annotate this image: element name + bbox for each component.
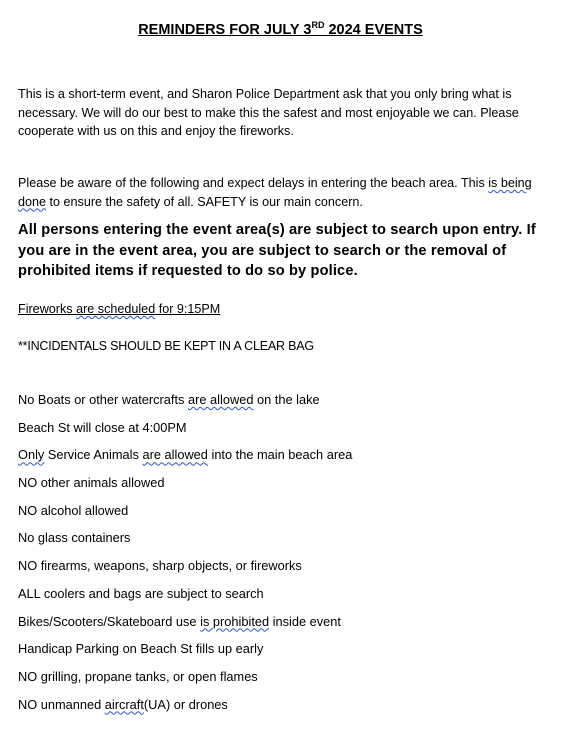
rule-text: into the main beach area (207, 447, 353, 463)
rule-text: NO unmanned (18, 696, 105, 712)
rule-text: NO grilling, propane tanks, or open flames (18, 668, 258, 684)
list-item (18, 502, 352, 530)
grammar-flag: are allowed (187, 392, 254, 407)
grammar-flag: is being (488, 176, 532, 190)
incidentals-note: **INCIDENTALS SHOULD BE KEPT IN A CLEAR BAG (18, 339, 314, 353)
grammar-flag: done (18, 194, 47, 209)
fireworks-text: for 9:15PM (155, 302, 221, 316)
awareness-line (18, 174, 538, 193)
rule-text: on the lake (253, 392, 320, 407)
title-superscript: RD (311, 20, 325, 30)
list-item (18, 696, 352, 724)
list-item (18, 419, 352, 447)
rule-text: No glass containers (18, 530, 131, 546)
awareness-line (18, 193, 538, 212)
rule-text: Bikes/Scooters/Skateboard use (18, 613, 201, 629)
document-title (0, 22, 561, 38)
awareness-text: to ensure the safety of all. SAFETY is our main concern. (46, 194, 363, 209)
rule-text: ALL coolers and bags are subject to search (18, 585, 264, 601)
rule-text: NO alcohol allowed (18, 502, 129, 518)
list-item (18, 446, 352, 474)
rule-text: NO other animals allowed (18, 475, 165, 491)
search-notice: All persons entering the event area(s) are subject to search upon entry. If you are in the event area, you are subject to search or the removal of prohibited items if requested to do so by police. (18, 222, 536, 279)
grammar-flag: aircraft (104, 696, 144, 712)
list-item (18, 529, 352, 557)
rule-text: (UA) or drones (143, 696, 228, 712)
list-item (18, 585, 352, 613)
list-item (18, 640, 352, 668)
list-item (18, 613, 352, 641)
intro-line: cooperate with us on this and enjoy the fireworks. (18, 124, 294, 138)
rule-text: inside event (269, 613, 341, 629)
intro-line: necessary. We will do our best to make this the safest and most enjoyable we can. Please (18, 105, 519, 120)
rules-list (18, 391, 352, 723)
awareness-paragraph (18, 174, 538, 211)
rule-text: Service Animals (44, 447, 143, 463)
list-item (18, 668, 352, 696)
list-item (18, 474, 352, 502)
grammar-flag: are allowed (142, 447, 208, 463)
awareness-text: Please be aware of the following and expect delays in entering the beach area. This (18, 176, 489, 190)
fireworks-text: Fireworks (18, 302, 77, 316)
rule-text: Beach St will close at 4:00PM (18, 419, 187, 435)
rule-text: NO firearms, weapons, sharp objects, or fireworks (18, 558, 302, 574)
rule-text: Handicap Parking on Beach St fills up early (18, 641, 264, 657)
grammar-flag: Only (18, 447, 45, 463)
rule-text: No Boats or other watercrafts (18, 392, 188, 407)
grammar-flag: are scheduled (76, 302, 156, 316)
title-main: REMINDERS FOR JULY 3 (138, 22, 312, 38)
intro-paragraph (18, 85, 538, 141)
list-item (18, 391, 352, 419)
title-rest: 2024 EVENTS (324, 22, 423, 38)
intro-line: This is a short-term event, and Sharon Police Department ask that you only bring what is (18, 87, 512, 101)
list-item (18, 557, 352, 585)
fireworks-line (18, 300, 538, 319)
grammar-flag: is prohibited (200, 613, 270, 629)
